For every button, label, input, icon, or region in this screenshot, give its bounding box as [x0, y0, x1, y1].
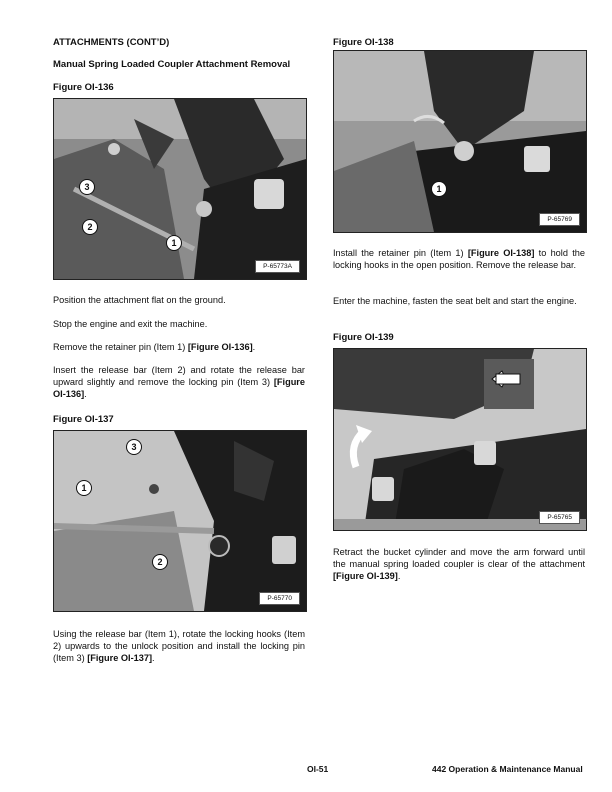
paragraph-rotate-hooks: Using the release bar (Item 1), rotate the locking hooks (Item 2) upwards to the unlock position and install the locking pin (Item 3) [Figure OI-137].: [53, 629, 305, 664]
paragraph-remove-retainer: Remove the retainer pin (Item 1) [Figure OI-136].: [53, 342, 256, 352]
callout-1: 1: [166, 235, 182, 251]
figure-oi-136-photo: [53, 98, 307, 280]
figure-oi-137-photo: [53, 430, 307, 612]
paragraph-retract-bucket: Retract the bucket cylinder and move the arm forward until the manual spring loaded coupler is clear of the attachment [Figure OI-139].: [333, 547, 585, 582]
figure-oi-138-photo: [333, 50, 587, 233]
callout-2: 2: [152, 554, 168, 570]
figure-oi-139-code: P-65765: [539, 511, 580, 524]
coupler-photo-139: [334, 349, 586, 530]
subsection-title: Manual Spring Loaded Coupler Attachment Removal: [53, 59, 291, 70]
figure-oi-139-label: Figure OI-139: [333, 332, 394, 343]
figure-ref: [Figure OI-136]: [187, 342, 253, 352]
figure-ref: [Figure OI-136]: [53, 377, 305, 400]
figure-ref: [Figure OI-139]: [333, 571, 398, 582]
paragraph-position: Position the attachment flat on the ground.: [53, 295, 226, 305]
figure-oi-136-label: Figure OI-136: [53, 82, 114, 93]
callout-1: 1: [76, 480, 92, 496]
callout-3: 3: [79, 179, 95, 195]
callout-1: 1: [431, 181, 447, 197]
callout-3: 3: [126, 439, 142, 455]
figure-oi-139-photo: [333, 348, 587, 531]
figure-ref: [Figure OI-138]: [467, 248, 535, 258]
page-number: OI-51: [307, 764, 329, 774]
paragraph-enter-machine: Enter the machine, fasten the seat belt and start the engine.: [333, 296, 577, 306]
coupler-photo-138: [334, 51, 586, 232]
figure-oi-138-label: Figure OI-138: [333, 37, 394, 48]
figure-oi-138-code: P-65769: [539, 213, 580, 226]
figure-ref: [Figure OI-137]: [87, 653, 153, 664]
coupler-photo-137: [54, 431, 306, 611]
callout-2: 2: [82, 219, 98, 235]
figure-oi-137-code: P-65770: [259, 592, 300, 605]
paragraph-insert-release-bar: Insert the release bar (Item 2) and rotate the release bar upward slightly and remove the locking pin (Item 3) [Figure OI-136].: [53, 365, 305, 400]
figure-oi-136-code: P-65773A: [255, 260, 300, 273]
paragraph-install-retainer: Install the retainer pin (Item 1) [Figure OI-138] to hold the locking hooks in the open position. Remove the release bar.: [333, 248, 585, 271]
section-title: ATTACHMENTS (CONT’D): [53, 37, 170, 48]
manual-title: 442 Operation & Maintenance Manual: [432, 764, 583, 774]
figure-oi-137-label: Figure OI-137: [53, 414, 114, 425]
paragraph-stop-engine: Stop the engine and exit the machine.: [53, 319, 208, 329]
